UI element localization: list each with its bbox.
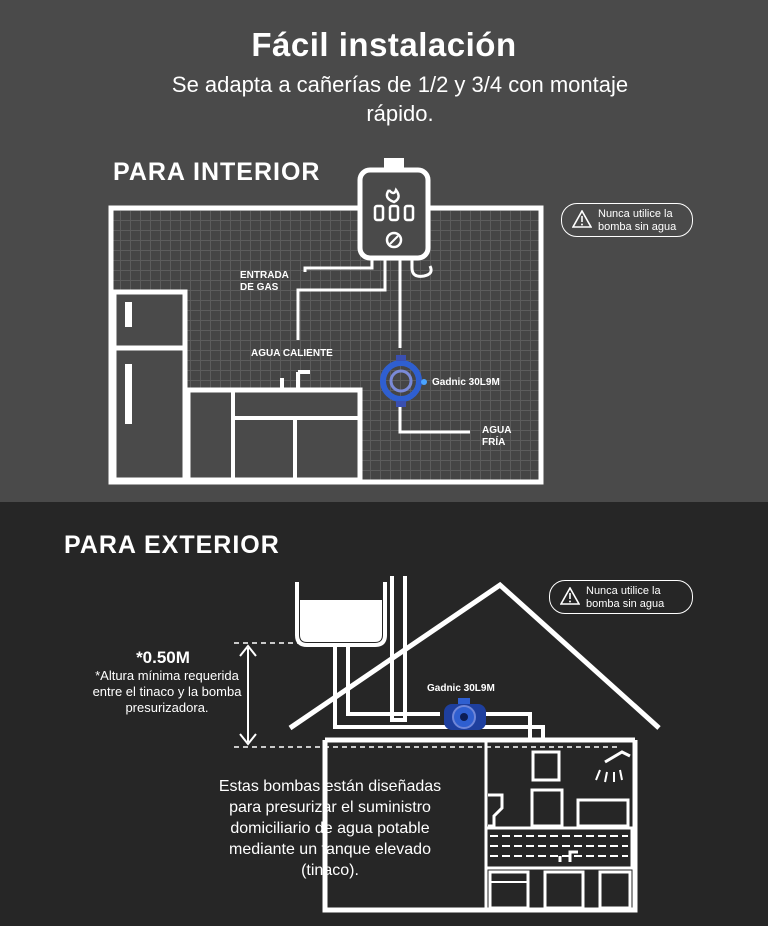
description-text: Estas bombas están diseñadas para presurizar el suministro domiciliario de agua potable mediante un tanque elevado (tinaco). (218, 778, 442, 879)
cold-water-label: AGUA FRÍA (482, 425, 512, 448)
exterior-label: PARA EXTERIOR (64, 531, 280, 559)
warning-text-exterior: Nunca utilice la bomba sin agua (586, 585, 665, 610)
pump-model-exterior: Gadnic 30L9M (427, 683, 495, 694)
warning-badge-exterior (549, 580, 693, 614)
page-title: Fácil instalación (251, 26, 517, 63)
shower-icon (605, 752, 630, 762)
page-subtitle: Se adapta a cañerías de 1/2 y 3/4 con montaje rápido. (171, 72, 629, 126)
interior-label: PARA INTERIOR (113, 158, 321, 186)
height-note: *Altura mínima requerida entre el tinaco y la bomba presurizadora. (92, 668, 242, 715)
warning-text-interior: Nunca utilice la bomba sin agua (598, 208, 677, 233)
height-value: *0.50M (136, 648, 190, 667)
gas-entry-label: ENTRADA DE GAS (240, 270, 289, 293)
warning-icon (560, 587, 580, 605)
pump-model-interior: Gadnic 30L9M (432, 377, 500, 388)
hot-water-label: AGUA CALIENTE (251, 348, 333, 359)
